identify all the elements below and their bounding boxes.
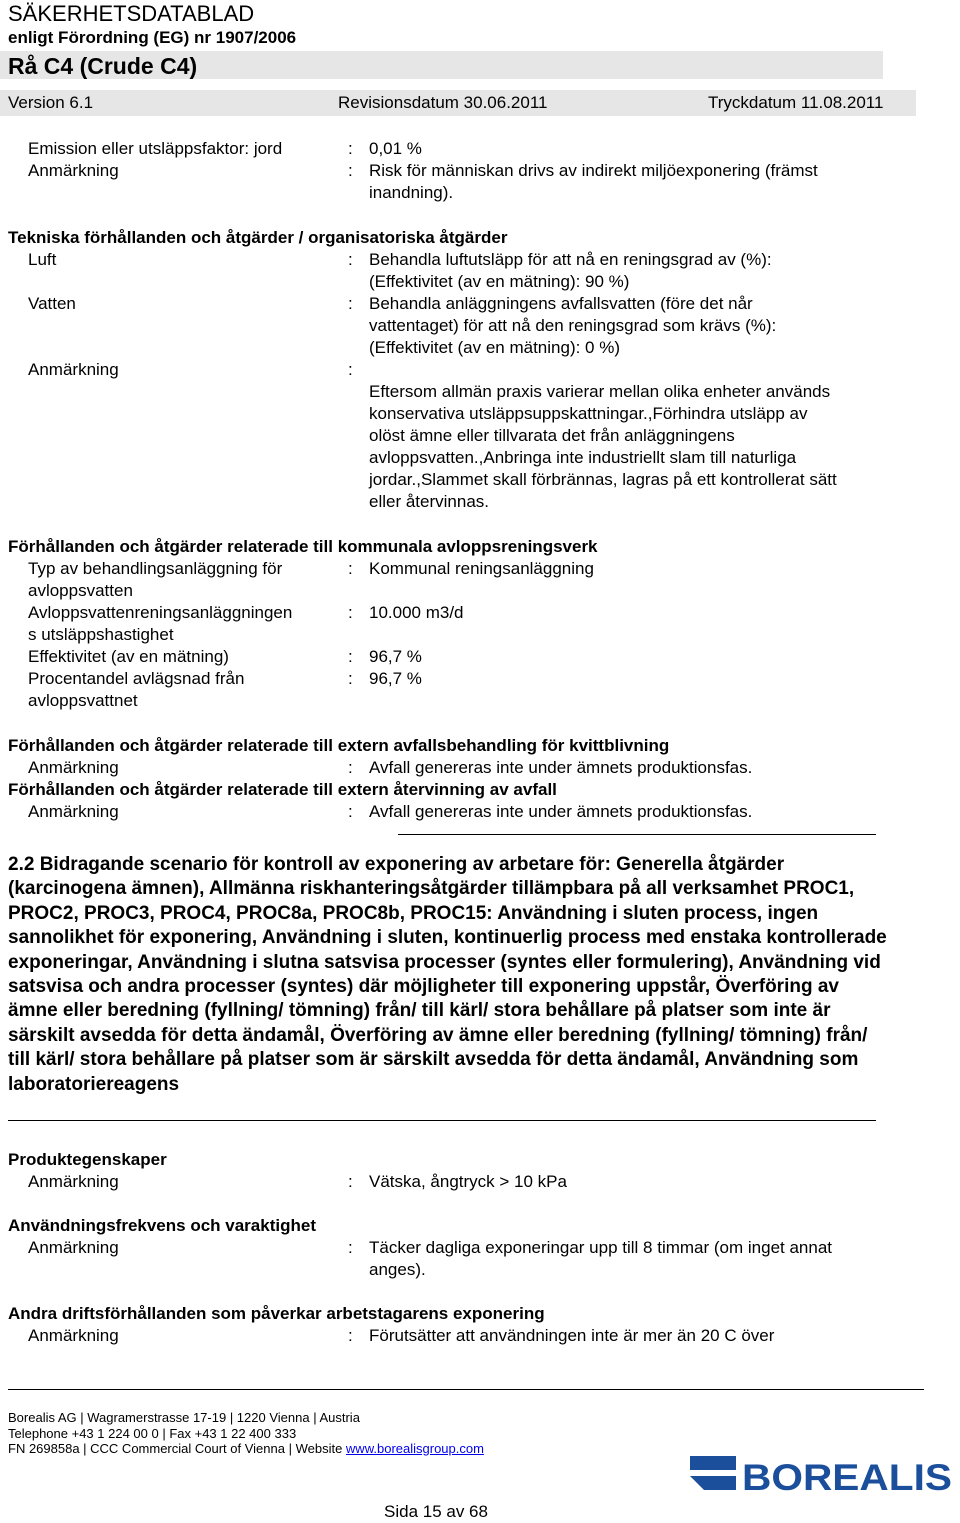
print-date: Tryckdatum 11.08.2011 bbox=[708, 93, 884, 112]
version-bar bbox=[0, 90, 916, 116]
row-colon: : bbox=[348, 758, 353, 777]
section-heading: Förhållanden och åtgärder relaterade till extern återvinning av avfall bbox=[8, 780, 557, 799]
row-value: (Effektivitet (av en mätning): 0 %) bbox=[369, 338, 621, 357]
row-value: anges). bbox=[369, 1260, 426, 1279]
row-label: Anmärkning bbox=[28, 360, 119, 379]
version-label: Version 6.1 bbox=[8, 93, 94, 112]
row-value: inandning). bbox=[369, 183, 454, 202]
row-colon: : bbox=[348, 647, 353, 666]
row-value: eller återvinnas. bbox=[369, 492, 490, 511]
regulation-subtitle: enligt Förordning (EG) nr 1907/2006 bbox=[8, 28, 297, 47]
row-colon: : bbox=[348, 669, 353, 688]
section-heading: Förhållanden och åtgärder relaterade till extern avfallsbehandling för kvittblivning bbox=[8, 736, 670, 755]
scenario-heading: 2.2 Bidragande scenario för kontroll av exponering av arbetare för: Generella åtgärder (karcinogena ämnen), Allmänna riskhanteringsåtgärder tillämpbara på all verksamhet PROC1, PROC2, PROC3, PROC4, PROC8a, PROC8b, PROC15: Användning i sluten process, ingen sannolikhet för exponering, Användning i sluten, kontinuerlig process med enstaka kontrollerade exponeringar, Användning i slutna satsvisa processer (syntes eller formulering), Användning vid satsvisa och andra processer (syntes) där möjligheter till exponering uppstår, Överföring av ämne eller beredning (fyllning/ tömning) från/ till kärl/ stora behållare på platser som inte är särskilt avsedda för detta ändamål, Överföring av ämne eller beredning (fyllning/ tömning) från/ till kärl/ stora behållare på platser som är särskilt avsedda för detta ändamål, Användning som laboratoriereagens bbox=[8, 854, 887, 1095]
footer-address: Borealis AG | Wagramerstrasse 17-19 | 1220 Vienna | Austria bbox=[8, 1410, 360, 1425]
row-label: Luft bbox=[28, 250, 57, 269]
document-title: SÄKERHETSDATABLAD bbox=[8, 1, 255, 26]
row-label: Vatten bbox=[28, 294, 76, 313]
row-label: Anmärkning bbox=[28, 1172, 119, 1191]
row-value: 96,7 % bbox=[369, 647, 422, 666]
row-label: Anmärkning bbox=[28, 1238, 119, 1257]
row-colon: : bbox=[348, 559, 353, 578]
row-value: avloppsvatten.,Anbringa inte industriellt slam till naturliga bbox=[369, 448, 797, 467]
row-label: Emission eller utsläppsfaktor: jord bbox=[28, 139, 283, 158]
section-heading: Förhållanden och åtgärder relaterade till kommunala avloppsreningsverk bbox=[8, 537, 598, 556]
row-value: olöst ämne eller tillvarata det från anläggningens bbox=[369, 426, 735, 445]
row-value: Vätska, ångtryck > 10 kPa bbox=[369, 1172, 567, 1191]
row-label: avloppsvatten bbox=[28, 581, 133, 600]
row-colon: : bbox=[348, 603, 353, 622]
website-link[interactable]: www.borealisgroup.com bbox=[345, 1441, 484, 1456]
row-label: Anmärkning bbox=[28, 802, 119, 821]
section-divider bbox=[398, 834, 876, 835]
row-value: Kommunal reningsanläggning bbox=[369, 559, 594, 578]
row-colon: : bbox=[348, 360, 353, 379]
row-label: avloppsvattnet bbox=[28, 691, 138, 710]
row-value: Behandla luftutsläpp för att nå en reningsgrad av (%): bbox=[369, 250, 772, 269]
row-value: konservativa utsläppsuppskattningar.,Förhindra utsläpp av bbox=[369, 404, 808, 423]
row-value: Avfall genereras inte under ämnets produktionsfas. bbox=[369, 758, 753, 777]
row-colon: : bbox=[348, 250, 353, 269]
row-colon: : bbox=[348, 1238, 353, 1257]
footer-contact bbox=[8, 1410, 484, 1457]
row-colon: : bbox=[348, 1326, 353, 1345]
row-label: Anmärkning bbox=[28, 161, 119, 180]
row-value: 0,01 % bbox=[369, 139, 422, 158]
row-value: 10.000 m3/d bbox=[369, 603, 464, 622]
section-heading: Andra driftsförhållanden som påverkar arbetstagarens exponering bbox=[8, 1304, 545, 1323]
row-colon: : bbox=[348, 139, 353, 158]
section-divider bbox=[8, 1120, 876, 1121]
row-value: Behandla anläggningens avfallsvatten (före det når bbox=[369, 294, 753, 313]
row-value: (Effektivitet (av en mätning): 90 %) bbox=[369, 272, 630, 291]
row-label: Avloppsvattenreningsanläggningen bbox=[28, 603, 293, 622]
row-value: 96,7 % bbox=[369, 669, 422, 688]
row-label: Anmärkning bbox=[28, 1326, 119, 1345]
row-colon: : bbox=[348, 161, 353, 180]
row-value: Eftersom allmän praxis varierar mellan olika enheter används bbox=[369, 382, 831, 401]
row-value: Avfall genereras inte under ämnets produktionsfas. bbox=[369, 802, 753, 821]
row-value: Risk för människan drivs av indirekt miljöexponering (främst bbox=[369, 161, 818, 180]
footer-divider bbox=[8, 1389, 924, 1390]
row-label: Anmärkning bbox=[28, 758, 119, 777]
revision-date: Revisionsdatum 30.06.2011 bbox=[338, 93, 548, 112]
row-label: Effektivitet (av en mätning) bbox=[28, 647, 229, 666]
borealis-logo-mark-icon bbox=[690, 1452, 954, 1498]
section-heading: Tekniska förhållanden och åtgärder / organisatoriska åtgärder bbox=[8, 228, 508, 247]
row-label: s utsläppshastighet bbox=[28, 625, 174, 644]
row-label: Typ av behandlingsanläggning för bbox=[28, 559, 283, 578]
row-label: Procentandel avlägsnad från bbox=[28, 669, 245, 688]
section-heading: Produktegenskaper bbox=[8, 1150, 167, 1169]
borealis-logo bbox=[690, 1452, 954, 1498]
borealis-logo-text: BOREALIS bbox=[742, 1457, 952, 1498]
product-name: Rå C4 (Crude C4) bbox=[8, 53, 198, 79]
row-value: Förutsätter att användningen inte är mer än 20 C över bbox=[369, 1326, 775, 1345]
row-value: jordar.,Slammet skall förbrännas, lagras på ett kontrollerat sätt bbox=[369, 470, 837, 489]
row-value: Täcker dagliga exponeringar upp till 8 timmar (om inget annat bbox=[369, 1238, 833, 1257]
row-colon: : bbox=[348, 802, 353, 821]
row-colon: : bbox=[348, 294, 353, 313]
row-value: vattentaget) för att nå den reningsgrad som krävs (%): bbox=[369, 316, 777, 335]
footer-registry bbox=[8, 1441, 484, 1457]
section-heading: Användningsfrekvens och varaktighet bbox=[8, 1216, 316, 1235]
footer-phone: Telephone +43 1 224 00 0 | Fax +43 1 22 400 333 bbox=[8, 1425, 297, 1441]
footer-registry-text: FN 269858a | CCC Commercial Court of Vienna | Website bbox=[8, 1441, 346, 1456]
page-number: Sida 15 av 68 bbox=[384, 1502, 488, 1521]
row-colon: : bbox=[348, 1172, 353, 1191]
